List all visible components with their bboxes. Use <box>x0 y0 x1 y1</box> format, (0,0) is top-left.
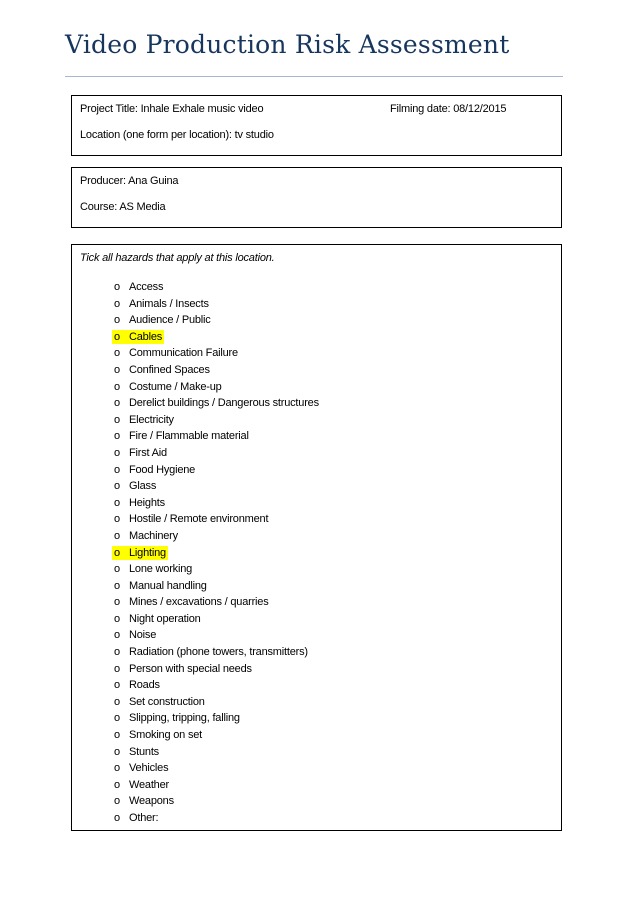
hazard-item[interactable] <box>72 561 561 578</box>
hazard-label: First Aid <box>129 446 167 459</box>
project-info-box <box>71 95 562 156</box>
hazard-label: Hostile / Remote environment <box>129 513 269 526</box>
hazard-label: Derelict buildings / Dangerous structures <box>129 397 319 410</box>
hazard-item[interactable] <box>72 462 561 479</box>
hazard-label: Night operation <box>129 612 201 625</box>
hazard-label: Weather <box>129 778 169 791</box>
checkbox-bullet-icon[interactable]: o <box>114 330 121 343</box>
hazard-item[interactable] <box>72 611 561 628</box>
hazard-item[interactable] <box>72 395 561 412</box>
hazards-box <box>71 244 562 831</box>
hazard-label: Smoking on set <box>129 729 203 742</box>
hazard-label: Radiation (phone towers, transmitters) <box>129 646 308 659</box>
hazard-item[interactable] <box>72 578 561 595</box>
hazard-item[interactable] <box>72 760 561 777</box>
hazard-item[interactable] <box>72 793 561 810</box>
checkbox-bullet-icon[interactable]: o <box>114 778 121 791</box>
hazard-label: Electricity <box>129 413 174 426</box>
checkbox-bullet-icon[interactable]: o <box>114 496 121 509</box>
hazard-item[interactable] <box>72 279 561 296</box>
checkbox-bullet-icon[interactable]: o <box>114 629 121 642</box>
hazard-label: Machinery <box>129 529 178 542</box>
hazards-instruction: Tick all hazards that apply at this location. <box>80 252 275 264</box>
hazard-item[interactable] <box>72 478 561 495</box>
checkbox-bullet-icon[interactable]: o <box>114 646 121 659</box>
hazard-item[interactable] <box>72 362 561 379</box>
checkbox-bullet-icon[interactable]: o <box>114 463 121 476</box>
hazard-item[interactable] <box>72 495 561 512</box>
hazard-label: Fire / Flammable material <box>129 430 249 443</box>
hazard-item[interactable] <box>72 677 561 694</box>
producer-info-box <box>71 167 562 228</box>
hazard-item[interactable] <box>72 528 561 545</box>
hazard-item[interactable] <box>72 296 561 313</box>
hazard-label: Weapons <box>129 795 174 808</box>
hazard-label: Animals / Insects <box>129 297 209 310</box>
hazard-label: Cables <box>129 330 163 343</box>
location-field: Location (one form per location): tv studio <box>80 129 274 141</box>
checkbox-bullet-icon[interactable]: o <box>114 281 121 293</box>
title-underline <box>65 76 563 77</box>
hazard-list <box>72 279 561 827</box>
hazard-item[interactable] <box>72 777 561 794</box>
checkbox-bullet-icon[interactable]: o <box>114 297 121 310</box>
hazard-item[interactable] <box>72 412 561 429</box>
checkbox-bullet-icon[interactable]: o <box>114 397 121 410</box>
hazard-label: Lone working <box>129 563 193 576</box>
hazard-item[interactable] <box>72 627 561 644</box>
checkbox-bullet-icon[interactable]: o <box>114 314 121 327</box>
hazard-label: Set construction <box>129 695 205 708</box>
hazard-item[interactable] <box>72 428 561 445</box>
checkbox-bullet-icon[interactable]: o <box>114 795 121 808</box>
hazard-label: Slipping, tripping, falling <box>129 712 240 725</box>
hazard-label: Other: <box>129 812 159 824</box>
checkbox-bullet-icon[interactable]: o <box>114 695 121 708</box>
hazard-item[interactable] <box>72 445 561 462</box>
hazard-item[interactable] <box>72 511 561 528</box>
hazard-item[interactable] <box>72 744 561 761</box>
checkbox-bullet-icon[interactable]: o <box>114 480 121 493</box>
checkbox-bullet-icon[interactable]: o <box>114 596 121 609</box>
hazard-item[interactable] <box>72 644 561 661</box>
hazard-label: Access <box>129 281 164 293</box>
hazard-item[interactable] <box>72 661 561 678</box>
hazard-label: Confined Spaces <box>129 363 210 376</box>
checkbox-bullet-icon[interactable]: o <box>114 662 121 675</box>
filming-date-field: Filming date: 08/12/2015 <box>390 103 507 115</box>
checkbox-bullet-icon[interactable]: o <box>114 380 121 393</box>
checkbox-bullet-icon[interactable]: o <box>114 762 121 775</box>
hazard-item[interactable] <box>72 545 561 562</box>
checkbox-bullet-icon[interactable]: o <box>114 745 121 758</box>
hazard-label: Heights <box>129 496 165 509</box>
checkbox-bullet-icon[interactable]: o <box>114 430 121 443</box>
hazard-label: Costume / Make-up <box>129 380 222 393</box>
hazard-label: Roads <box>129 679 160 692</box>
hazard-label: Person with special needs <box>129 662 252 675</box>
checkbox-bullet-icon[interactable]: o <box>114 679 121 692</box>
hazard-label: Food Hygiene <box>129 463 196 476</box>
hazard-item[interactable] <box>72 594 561 611</box>
project-title-field: Project Title: Inhale Exhale music video <box>80 103 264 115</box>
hazard-item[interactable] <box>72 710 561 727</box>
checkbox-bullet-icon[interactable]: o <box>114 546 121 559</box>
hazard-item[interactable] <box>72 329 561 346</box>
checkbox-bullet-icon[interactable]: o <box>114 446 121 459</box>
hazard-item[interactable] <box>72 727 561 744</box>
checkbox-bullet-icon[interactable]: o <box>114 712 121 725</box>
hazard-label: Noise <box>129 629 157 642</box>
hazard-label: Stunts <box>129 745 159 758</box>
checkbox-bullet-icon[interactable]: o <box>114 579 121 592</box>
hazard-label: Lighting <box>129 546 166 559</box>
hazard-item[interactable] <box>72 345 561 362</box>
hazard-label: Vehicles <box>129 762 169 775</box>
hazard-label: Mines / excavations / quarries <box>129 596 269 609</box>
hazard-item[interactable] <box>72 379 561 396</box>
checkbox-bullet-icon[interactable]: o <box>114 413 121 426</box>
course-field: Course: AS Media <box>80 201 166 213</box>
page-title: Video Production Risk Assessment <box>65 30 510 59</box>
producer-field: Producer: Ana Guina <box>80 175 179 187</box>
checkbox-bullet-icon[interactable]: o <box>114 363 121 376</box>
checkbox-bullet-icon[interactable]: o <box>114 812 121 824</box>
checkbox-bullet-icon[interactable]: o <box>114 529 121 542</box>
hazard-label: Glass <box>129 480 157 493</box>
hazard-label: Audience / Public <box>129 314 211 327</box>
hazard-item[interactable] <box>72 694 561 711</box>
checkbox-bullet-icon[interactable]: o <box>114 347 121 360</box>
checkbox-bullet-icon[interactable]: o <box>114 513 121 526</box>
hazard-item[interactable] <box>72 810 561 827</box>
checkbox-bullet-icon[interactable]: o <box>114 612 121 625</box>
hazard-label: Communication Failure <box>129 347 238 360</box>
checkbox-bullet-icon[interactable]: o <box>114 563 121 576</box>
hazard-item[interactable] <box>72 312 561 329</box>
checkbox-bullet-icon[interactable]: o <box>114 729 121 742</box>
hazard-label: Manual handling <box>129 579 207 592</box>
